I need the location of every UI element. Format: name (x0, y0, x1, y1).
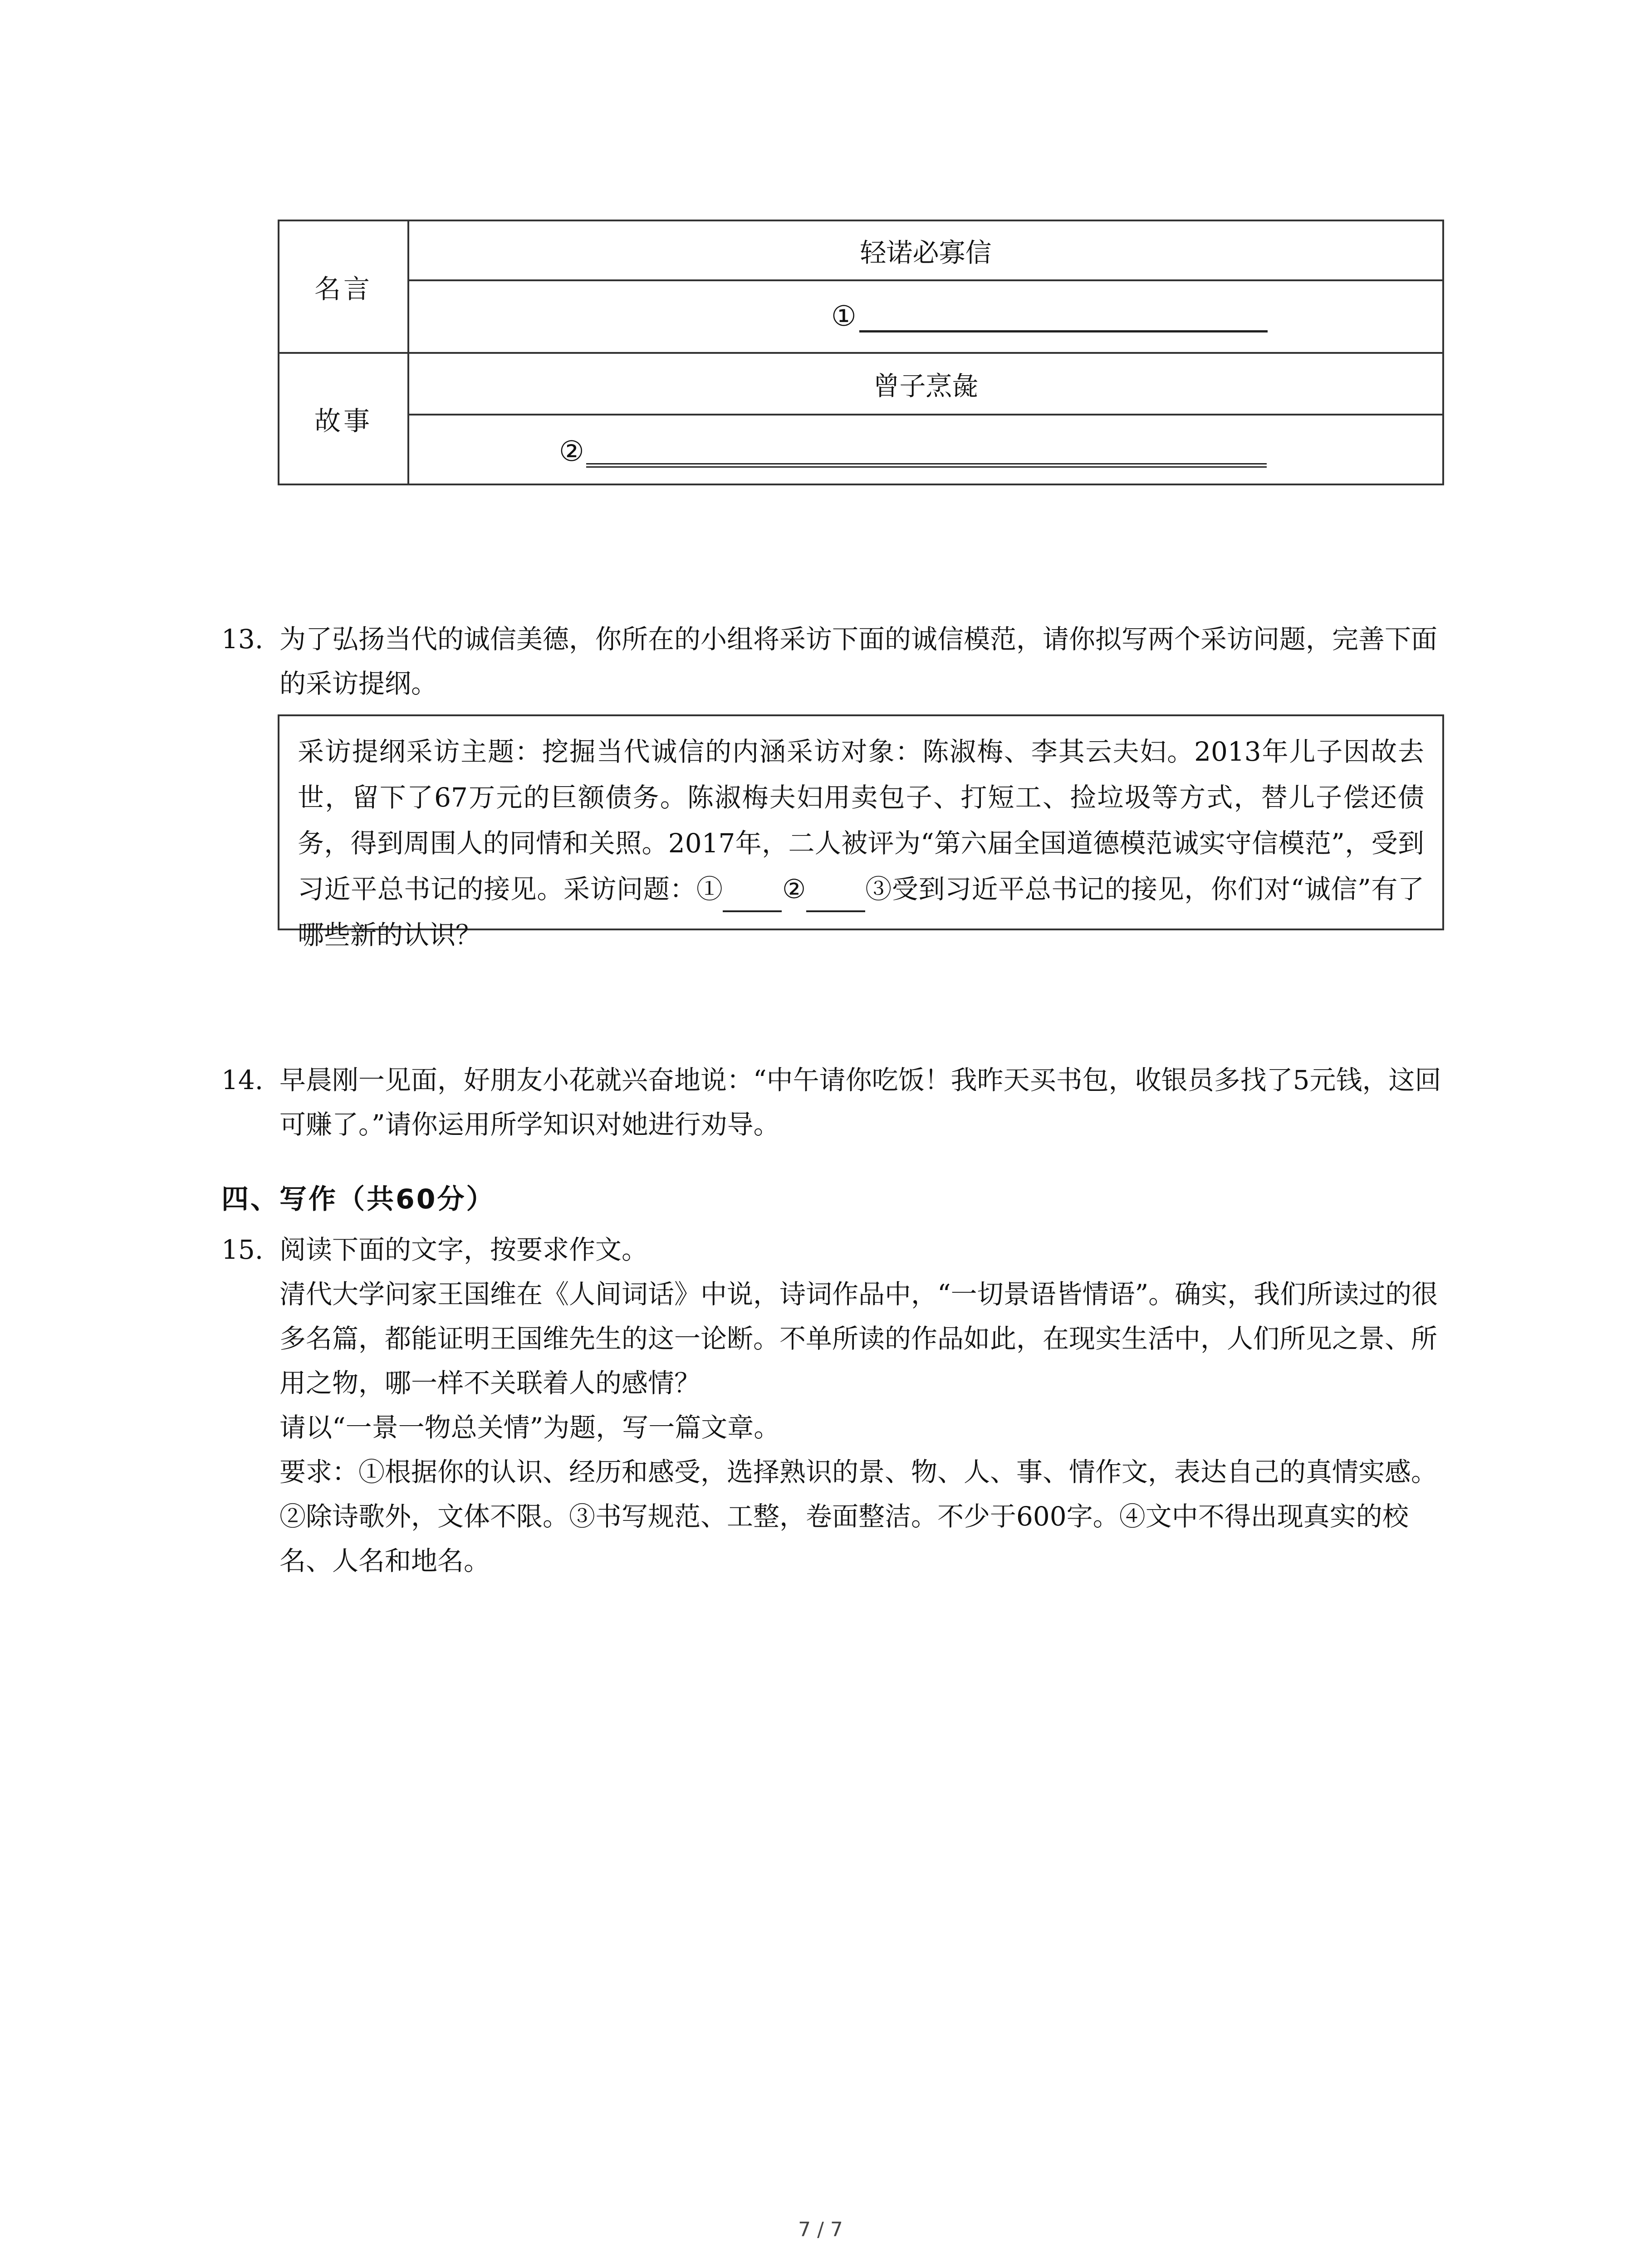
outline-blank-2 (806, 885, 865, 912)
section-4-title: 四、写作（共60分） (221, 1183, 495, 1215)
outline-text-b: ② (782, 874, 806, 904)
blank-line-1 (859, 305, 1268, 332)
answer-blank-1 (831, 299, 1268, 332)
quote-story-table (278, 220, 1444, 485)
question-15-instruction: 阅读下面的文字，按要求作文。 (279, 1234, 648, 1265)
question-13-number: 13. (221, 624, 264, 655)
question-15-title-prompt: 请以“一景一物总关情”为题，写一篇文章。 (279, 1412, 780, 1443)
question-15-body (279, 1227, 1455, 1583)
table-head-story: 故事 (279, 353, 408, 484)
page-number: 7 / 7 (798, 2218, 843, 2241)
blank-marker-2: ② (559, 435, 584, 468)
outline-text-a: 采访提纲采访主题：挖掘当代诚信的内涵采访对象：陈淑梅、李其云夫妇。2013年儿子因故去世，留下了67万元的巨额债务。陈淑梅夫妇用卖包子、打短工、捡垃圾等方式，替儿子偿还债务，得到周围人的同情和关照。2017年，二人被评为“第六届全国道德模范诚实守信模范”，受到习近平总书记的接见。采访问题：① (298, 736, 1424, 904)
outline-text-c: ③受到习近平总书记的接见，你们对“诚信”有了哪些新的认识？ (298, 874, 1424, 950)
blank-line-2 (586, 440, 1267, 468)
quote-cell: 轻诺必寡信 (408, 220, 1443, 280)
question-15-number: 15. (221, 1234, 264, 1265)
question-14-number: 14. (221, 1065, 264, 1095)
interview-outline-box (278, 714, 1444, 950)
question-15-requirements: 要求：①根据你的认识、经历和感受，选择熟识的景、物、人、事、情作文，表达自己的真情实感。②除诗歌外，文体不限。③书写规范、工整，卷面整洁。不少于600字。④文中不得出现真实的校名、人名和地名。 (279, 1457, 1438, 1576)
answer-blank-2 (559, 435, 1267, 468)
story-cell: 曾子烹彘 (408, 353, 1443, 415)
table-head-quote: 名言 (279, 220, 408, 353)
blank-marker-1: ① (831, 299, 857, 332)
question-13-prompt: 为了弘扬当代的诚信美德，你所在的小组将采访下面的诚信模范，请你拟写两个采访问题，完善下面的采访提纲。 (279, 624, 1438, 699)
question-14-prompt: 早晨刚一见面，好朋友小花就兴奋地说：“中午请你吃饭！我昨天买书包，收银员多找了5元钱，这回可赚了。”请你运用所学知识对她进行劝导。 (279, 1065, 1441, 1140)
quote-answer-cell (408, 280, 1443, 353)
story-answer-cell (408, 415, 1443, 484)
question-15-material: 清代大学问家王国维在《人间词话》中说，诗词作品中，“一切景语皆情语”。确实，我们所读过的很多名篇，都能证明王国维先生的这一论断。不单所读的作品如此，在现实生活中，人们所见之景、所用之物，哪一样不关联着人的感情？ (279, 1279, 1438, 1398)
outline-blank-1 (723, 885, 782, 912)
